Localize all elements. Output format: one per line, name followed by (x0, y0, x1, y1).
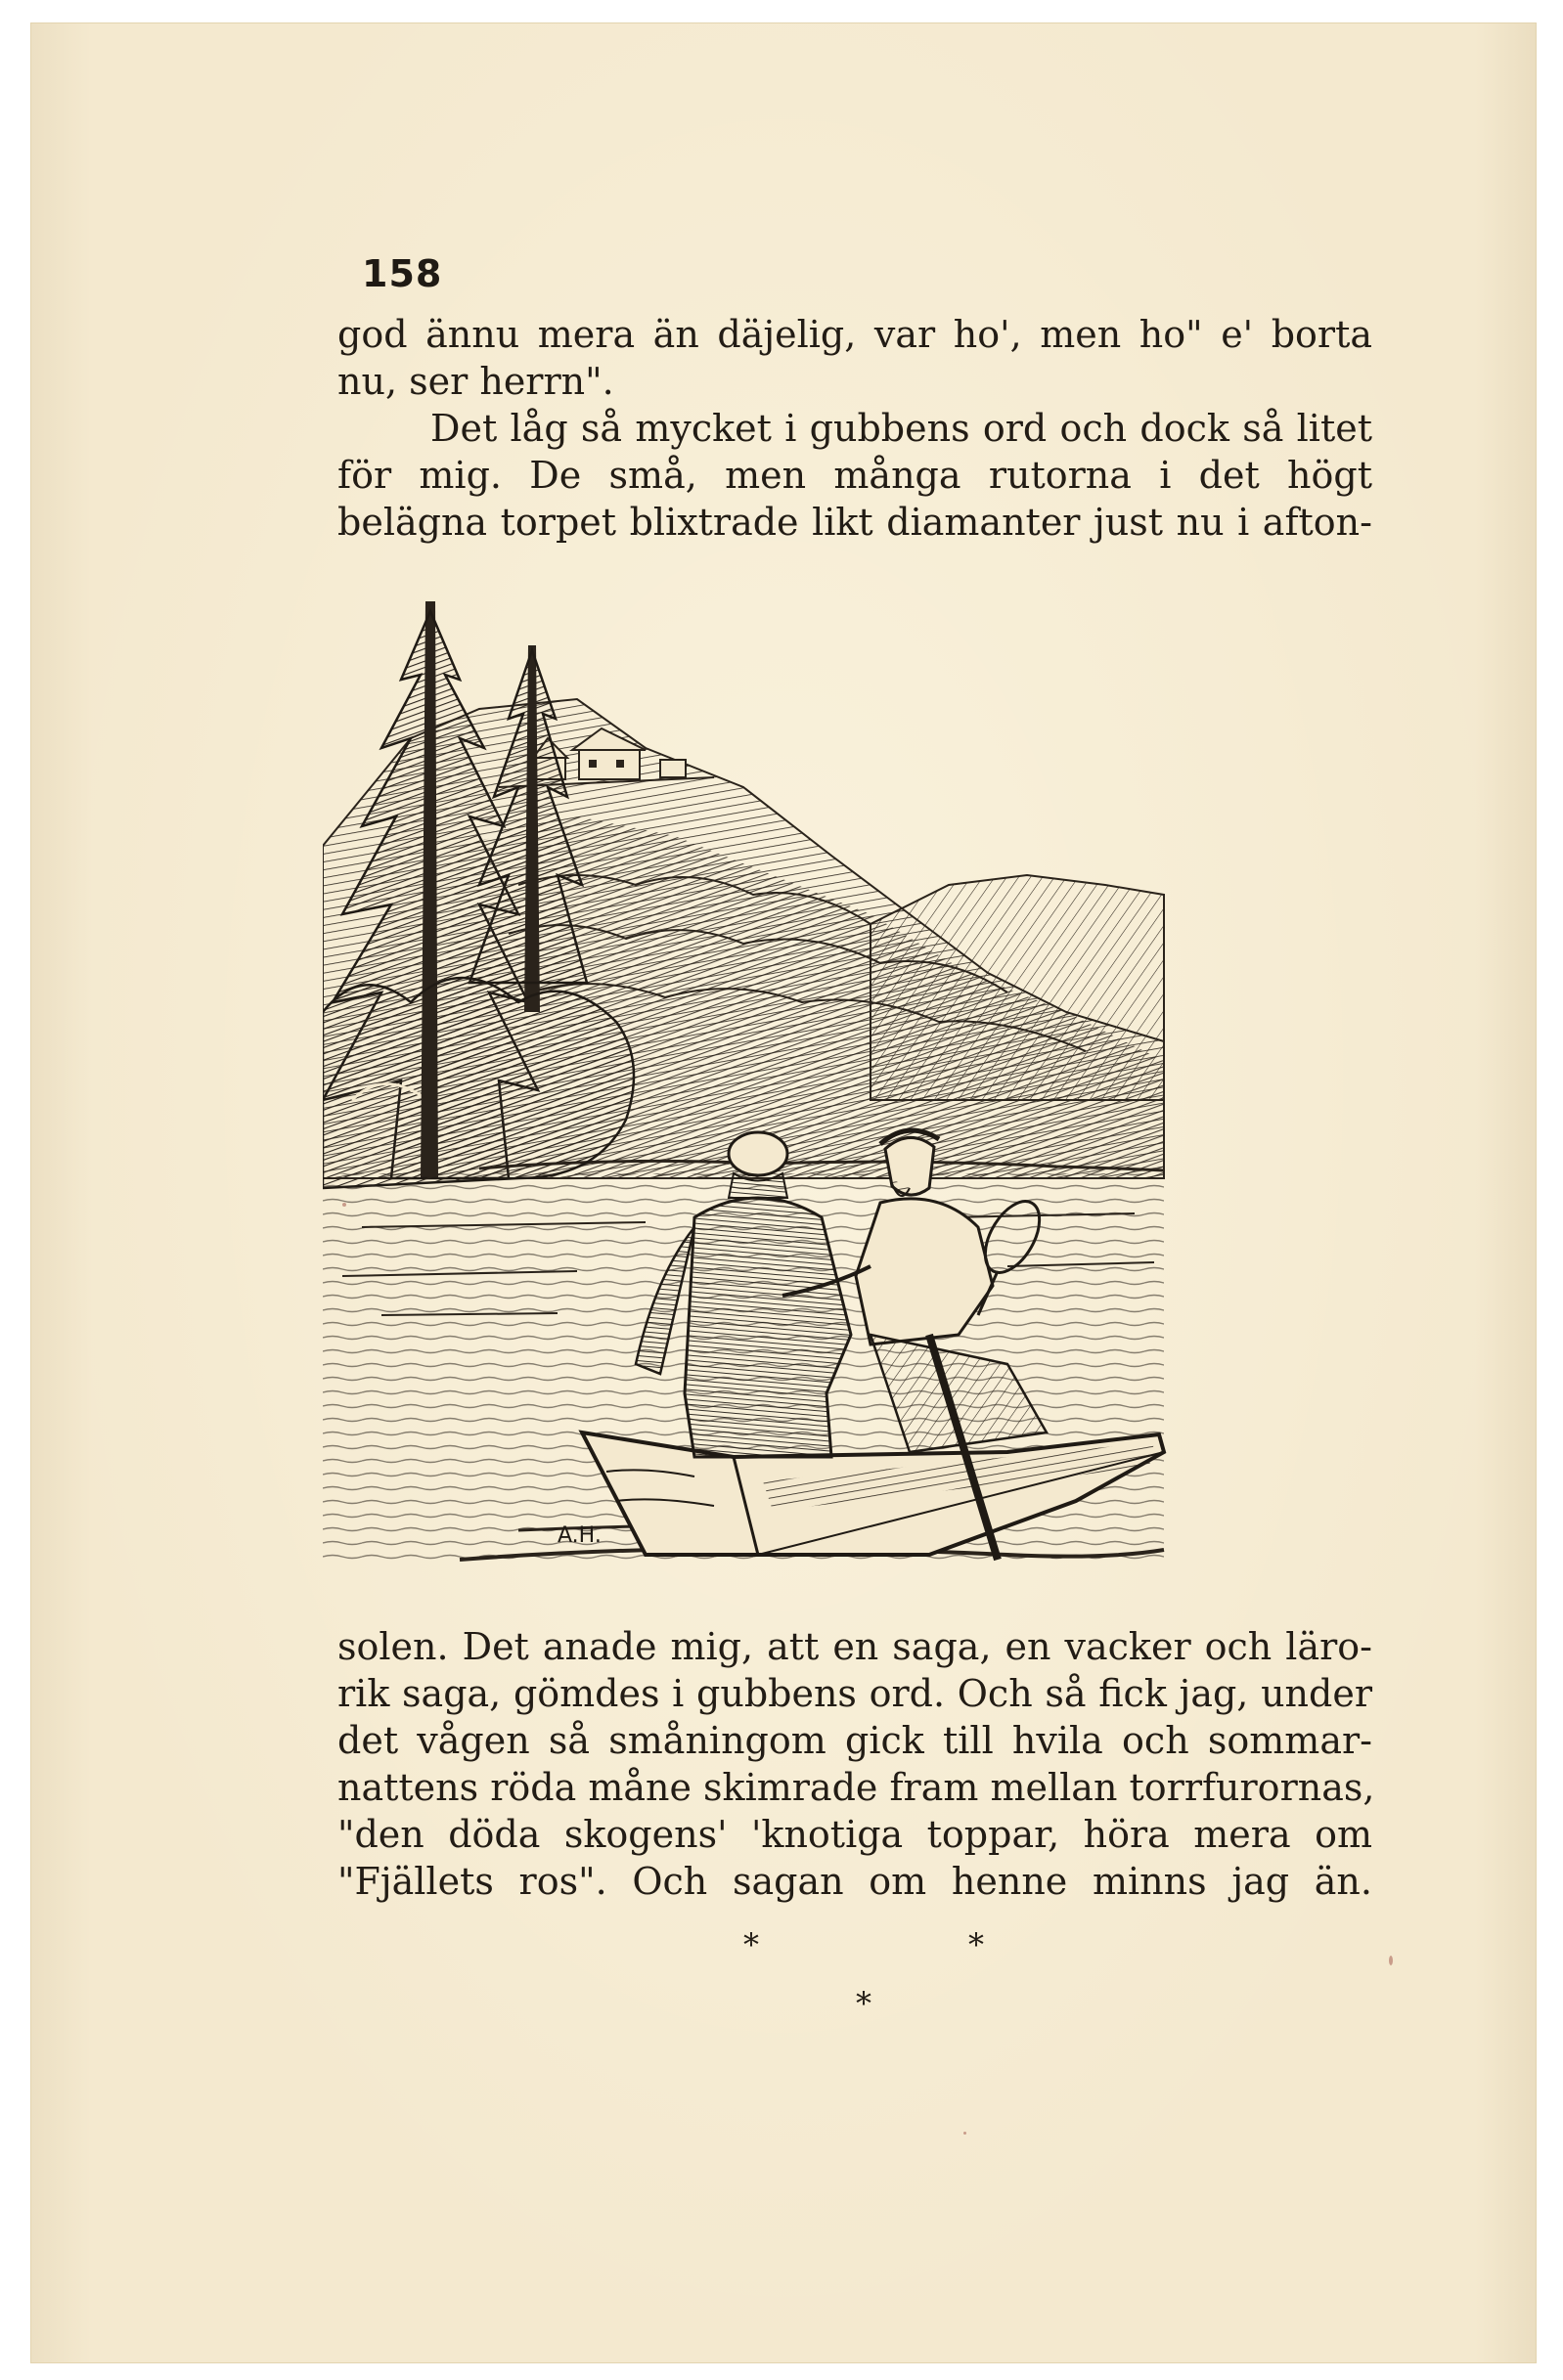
artist-signature: A.H. (558, 1523, 602, 1548)
paper-speck (963, 2132, 966, 2135)
paper-speck (342, 1203, 346, 1207)
paragraph-bottom (337, 1623, 1375, 1905)
text-line: nattens röda måne skimrade fram mellan torrfurornas, (337, 1766, 1375, 1809)
text-line: "den döda skogens' 'knotiga toppar, höra mera om (337, 1813, 1372, 1856)
text-line: nu, ser herrn". (337, 360, 614, 403)
text-line: Det låg så mycket i gubbens ord och dock så litet (430, 407, 1372, 450)
paper-speck (1389, 1956, 1393, 1965)
shore-bushes (323, 978, 634, 1188)
rowboat-illustration (323, 592, 1360, 1569)
paragraph-top (337, 311, 1372, 546)
asterisk: * (856, 1985, 871, 2022)
text-line: belägna torpet blixtrade likt diamanter just nu i afton- (337, 501, 1372, 544)
text-line: för mig. De små, men många rutorna i det högt (337, 454, 1372, 497)
page-number: 158 (362, 252, 443, 295)
text-line: "Fjällets ros". Och sagan om henne minns jag än. (337, 1860, 1372, 1903)
asterisk: * (968, 1926, 984, 1963)
text-line: solen. Det anade mig, att en saga, en vacker och läro- (337, 1625, 1372, 1668)
text-line: god ännu mera än däjelig, var ho', men ho" e' borta (337, 313, 1372, 356)
asterisk: * (743, 1926, 759, 1963)
text-line: rik saga, gömdes i gubbens ord. Och så fick jag, under (337, 1672, 1372, 1715)
section-break-asterisks (714, 1926, 1007, 2024)
text-line: det vågen så småningom gick till hvila och sommar- (337, 1719, 1372, 1762)
